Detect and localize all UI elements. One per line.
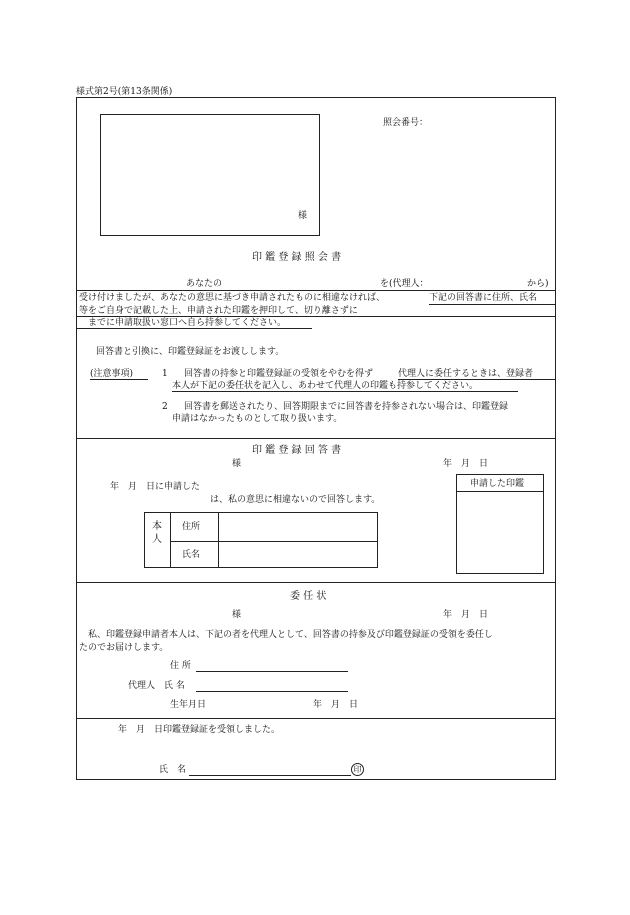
address-box <box>100 114 320 236</box>
seal-box-label: 申請した印鑑 <box>470 479 525 489</box>
proxy-date: 年 月 日 <box>443 610 489 620</box>
form-number: 様式第2号(第13条関係) <box>76 87 173 97</box>
notes-label-underline <box>90 379 148 380</box>
seal-mark-icon: 印 <box>351 763 364 776</box>
emphasis-underline <box>172 391 518 392</box>
inquiry-line1-a: あなたの <box>186 279 223 289</box>
principal-name-label: 氏名 <box>182 550 201 560</box>
inquiry-line3: 等をご自身で記載した上、申請された印鑑を押印して、切り離さずに <box>79 306 358 316</box>
proxy-address-label: 住 所 <box>170 661 191 671</box>
proxy-birth-label: 生年月日 <box>170 700 207 710</box>
answer-applied-line: 年 月 日に申請した <box>110 482 201 492</box>
proxy-title: 委 任 状 <box>290 591 327 602</box>
proxy-birth-date: 年 月 日 <box>313 700 359 710</box>
inquiry-title: 印 鑑 登 録 照 会 書 <box>252 252 342 263</box>
answer-confirm-line: は、私の意思に相違ないので回答します。 <box>210 495 381 505</box>
receipt-line: 年 月 日印鑑登録証を受領しました。 <box>118 725 281 735</box>
table-line <box>170 541 378 542</box>
note1-line1-a: 回答書の持参と印鑑登録証の受領をやむを得ず <box>184 369 374 379</box>
notes-label: (注意事項) <box>90 369 134 379</box>
proxy-sama: 様 <box>232 610 242 620</box>
inquiry-line1-c: から) <box>527 279 549 289</box>
note1-num: 1 <box>162 369 168 379</box>
inquiry-line2-a: 受け付けましたが、あなたの意思に基づき申請されたものに相違なければ、 <box>79 293 386 303</box>
proxy-text-line2: たのでお届けします。 <box>79 643 169 653</box>
proxy-address-field[interactable] <box>196 671 348 672</box>
inquiry-line1-b: を(代理人： <box>380 279 429 289</box>
inquiry-number-label: 照会番号： <box>383 118 429 128</box>
emphasis-underline <box>76 328 312 329</box>
receipt-name-label: 氏 名 <box>159 765 187 775</box>
answer-sama: 様 <box>232 459 242 469</box>
answer-date: 年 月 日 <box>443 459 489 469</box>
note1-line1-b: 代理人に委任するときは、登録者 <box>398 369 534 379</box>
address-box-sama: 様 <box>298 211 308 221</box>
section-divider <box>76 438 556 439</box>
principal-label: 本人 <box>152 521 162 545</box>
table-line <box>218 512 219 568</box>
inquiry-line2-b: 下記の回答書に住所、氏名 <box>429 293 538 303</box>
table-line <box>170 512 171 568</box>
note2-num: 2 <box>162 402 168 412</box>
principal-address-label: 住所 <box>182 522 201 532</box>
note2-line2: 申請はなかったものとして取り扱います。 <box>172 414 343 424</box>
exchange-note: 回答書と引換に、印鑑登録証をお渡しします。 <box>96 347 285 357</box>
note2-line1: 回答書を郵送されたり、回答期限までに回答書を持参されない場合は、印鑑登録 <box>184 402 509 412</box>
proxy-text-line1: 私、印鑑登録申請者本人は、下記の者を代理人として、回答書の持参及び印鑑登録証の受領を委任し <box>88 630 493 640</box>
note1-line2: 本人が下記の委任状を記入し、あわせて代理人の印鑑も持参してください。 <box>172 381 479 391</box>
proxy-name-field[interactable] <box>196 691 348 692</box>
blank-underline <box>76 290 556 291</box>
emphasis-underline <box>429 304 556 305</box>
principal-table <box>144 512 378 568</box>
inquiry-line4: までに申請取扱い窓口へ自ら持参してください。 <box>88 318 287 328</box>
receipt-name-field[interactable] <box>189 775 351 776</box>
proxy-agent-label: 代理人 氏 名 <box>128 681 185 691</box>
section-divider <box>76 582 556 583</box>
seal-box-divider <box>456 491 544 492</box>
answer-title: 印 鑑 登 録 回 答 書 <box>252 445 342 456</box>
section-divider <box>76 718 556 719</box>
